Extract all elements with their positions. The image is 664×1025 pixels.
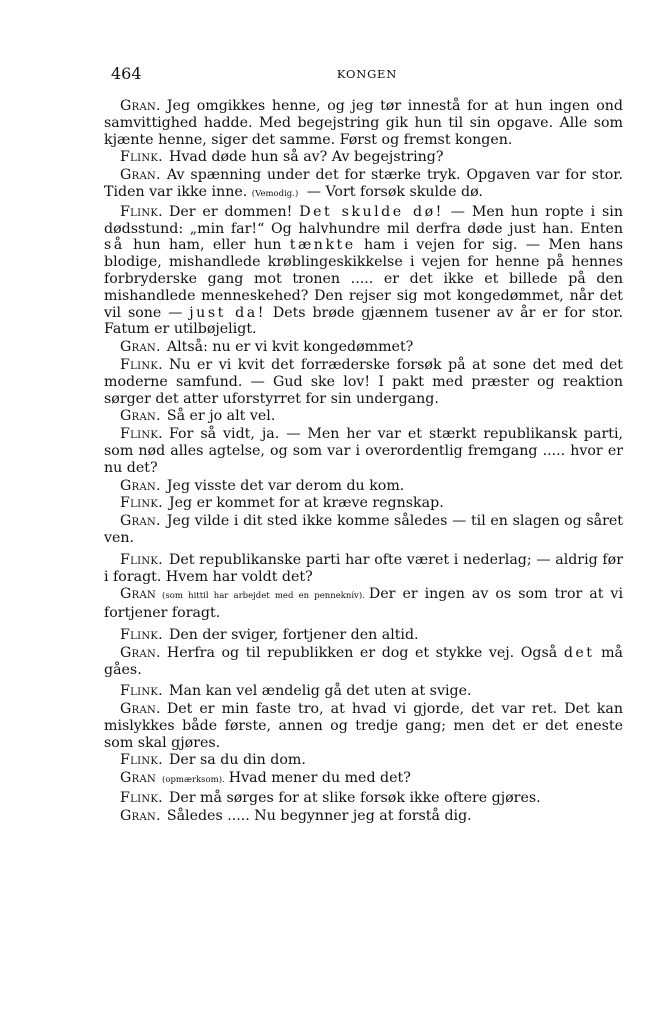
speaker-name: Gran.: [120, 408, 161, 425]
speaker-name: Flink.: [120, 426, 163, 443]
dialogue-line: [104, 552, 623, 586]
speaker-name: Gran.: [120, 701, 161, 718]
speech-text: Den der sviger, fortjener den altid.: [168, 626, 419, 643]
speech-text: — Men hun ropte i sin dødsstund: „min far!“ Og halvhundre mil derfra døde just han. Enten: [104, 203, 623, 237]
speaker-name: Gran.: [120, 477, 161, 494]
dialogue-line: [104, 495, 623, 512]
dialogue-line: [104, 627, 623, 644]
dialogue-line: [104, 683, 623, 700]
dialogue-text: [104, 98, 623, 826]
speech-text: Der sa du din dom.: [168, 752, 306, 769]
dialogue-line: [104, 339, 623, 356]
dialogue-line: [104, 645, 623, 679]
dialogue-line: [104, 478, 623, 495]
speaker-name: Flink.: [120, 495, 163, 512]
speech-text: hun ham, eller hun: [124, 237, 290, 254]
speaker-name: Gran.: [120, 339, 161, 356]
speaker-name: Flink.: [120, 626, 163, 643]
dialogue-line: [104, 808, 623, 825]
dialogue-line: [104, 426, 623, 476]
speech-text: Så er jo alt vel.: [166, 408, 276, 425]
dialogue-line: [104, 408, 623, 425]
speech-text: Jeg er kommet for at kræve regnskap.: [168, 495, 444, 512]
speech-text: Der er dommen!: [168, 203, 300, 220]
dialogue-line: [104, 357, 623, 407]
speech-text: Jeg vilde i dit sted ikke komme således — til en slagen og såret ven.: [104, 513, 623, 546]
speech-text: Således ..... Nu begynner jeg at forstå dig.: [166, 807, 472, 824]
speech-text: Hvad mener du med det?: [228, 770, 411, 787]
stage-direction: (som hittil har arbejdet med en penneknív).: [162, 591, 365, 602]
speech-text: — Vort forsøk skulde dø.: [302, 183, 483, 200]
dialogue-line: [104, 586, 623, 622]
speech-text: Jeg omgikkes henne, og jeg tør innestå for at hun ingen ond samvittighed hadde. Med begejstring gik hun til sin opgave. Alle som kjænte henne, siger det samme. Først og fremst kongen.: [104, 98, 623, 148]
speaker-name: Flink.: [120, 551, 163, 568]
spaced-emphasis: det: [563, 644, 595, 661]
speech-text: ham i vejen for sig. — Men hans blodige, mishandlede krøblingeskikkelse i vejen for henne på hennes forbryderske gang mot tronen ..... er det ikke et billede på den mishandlede menneskehed? Den rejser sig mot kongedømmet, når det vil sone —: [104, 237, 623, 321]
running-title: KONGEN: [336, 67, 398, 81]
page-header: [111, 64, 623, 84]
dialogue-line: [104, 167, 623, 203]
speech-text: Dets brøde gjænnem tusener av år er for stor. Fatum er utilbøjeligt.: [104, 304, 623, 338]
dialogue-line: [104, 513, 623, 547]
dialogue-line: [104, 701, 623, 751]
speaker-name: Gran.: [120, 98, 161, 114]
speech-text: Jeg visste det var derom du kom.: [166, 477, 405, 494]
dialogue-line: [104, 790, 623, 807]
speaker-name: Flink.: [120, 752, 163, 769]
speech-text: Det republikanske parti har ofte været i nederlag; — aldrig før i foragt. Hvem har voldt det?: [104, 551, 623, 585]
speaker-name: Gran.: [120, 807, 161, 824]
page-number: 464: [111, 64, 142, 83]
speaker-name: Gran: [120, 770, 157, 787]
speaker-name: Gran: [120, 586, 157, 603]
speech-text: Av spænning under det for stærke tryk. Opgaven var for stor. Tiden var ikke inne.: [104, 167, 623, 200]
speaker-name: Flink.: [120, 356, 163, 373]
spaced-emphasis: Det skulde dø!: [299, 203, 444, 220]
speech-text: Der er ingen av os som tror at vi fortjener foragt.: [104, 586, 623, 622]
speech-text: Altså: nu er vi kvit kongedømmet?: [166, 339, 414, 356]
dialogue-line: [104, 149, 623, 166]
speech-text: Det er min faste tro, at hvad vi gjorde, det var ret. Det kan mislykkes både første, annen og tredje gang; men det er det eneste som skal gjøres.: [104, 701, 623, 751]
dialogue-line: [104, 752, 623, 769]
spaced-emphasis: just da!: [189, 304, 266, 321]
speech-text: Hvad døde hun så av? Av begejstring?: [168, 149, 444, 166]
dialogue-line: [104, 204, 623, 338]
speech-text: Nu er vi kvit det forræderske forsøk på at sone det med det moderne samfund. — Gud ske lov! I pakt med præster og reaktion sørger det atter uforstyrret for sin undergang.: [104, 356, 623, 407]
stage-direction: (Vemodig.): [251, 188, 299, 199]
dialogue-line: [104, 770, 623, 789]
speaker-name: Flink.: [120, 683, 163, 700]
speaker-name: Flink.: [120, 790, 163, 807]
speech-text: må gåes.: [104, 644, 623, 678]
speaker-name: Gran.: [120, 644, 161, 661]
speech-text: Der må sørges for at slike forsøk ikke oftere gjøres.: [168, 790, 541, 807]
spaced-emphasis: så: [104, 237, 125, 254]
speaker-name: Flink.: [120, 203, 163, 220]
speech-text: For så vidt, ja. — Men her var et stærkt republikansk parti, som nød alles agtelse, og som var i overordentlig fremgang ..... hvor er nu det?: [104, 426, 623, 476]
speaker-name: Gran.: [120, 167, 161, 184]
speaker-name: Gran.: [120, 513, 161, 530]
speech-text: Herfra og til republikken er dog et stykke vej. Også: [166, 644, 564, 661]
speech-text: Man kan vel ændelig gå det uten at svige.: [168, 683, 472, 700]
spaced-emphasis: tænkte: [289, 237, 356, 254]
speaker-name: Flink.: [120, 149, 163, 166]
dialogue-line: [104, 98, 623, 148]
stage-direction: (opmærksom).: [162, 775, 225, 786]
